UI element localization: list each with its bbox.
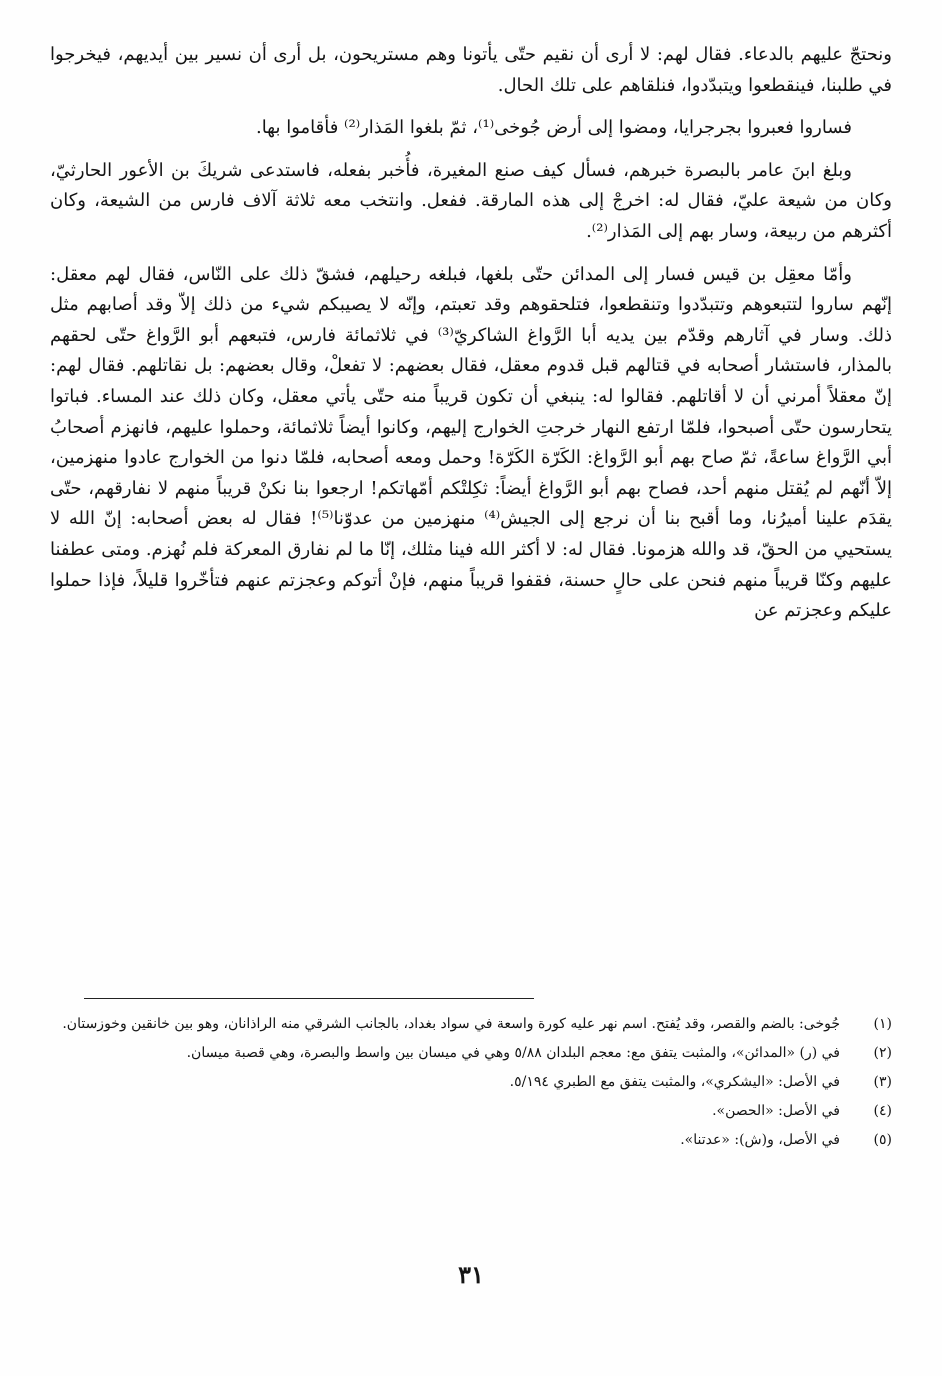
paragraph-2: فساروا فعبروا بجرجرايا، ومضوا إلى أرض جُوخى⁽¹⁾، ثمّ بلغوا المَذار⁽²⁾ فأقاموا بها. bbox=[255, 117, 852, 139]
paragraph-4: وأمّا معقِل بن قيس فسار إلى المدائن حتّى بلغها، فبلغه رحيلهم، فشقّ ذلك على النّاس، فقال لهم معقل: إنّهم ساروا لتتبعوهم وتتبدّدوا وتنقطعوا، فتلحقوهم وقد تعبتم، وإنّه لا يصيبكم شيء من ذلك إلاّ وقد أصابهم مثل ذلك. وسار في آثارهم وقدّم بين يديه أبا الرَّواغ الشاكريّ⁽³⁾ في ثلاثمائة فارس، فتبعهم أبو الرَّواغ حتّى لحقهم بالمذار، فاستشار أصحابه في قتالهم قبل قدوم معقل، فقال بعضهم: لا تفعلْ، وقال بعضهم: بل نقاتلهم. فقال لهم: إنّ معقلاً أمرني أن لا أقاتلهم. فقالوا له: ينبغي أن تكون قريباً منه حتّى يأتي معقل، وكان ذلك عند المساء. فباتوا يتحارسون حتّى أصبحوا، فلمّا ارتفع النهار خرجتِ الخوارج إليهم، وكانوا أيضاً ثلاثمائة، وحملوا عليهم، فانهزم أصحابُ أبي الرَّواغ ساعةً، ثمّ صاح بهم أبو الرَّواغ: الكَرّة الكَرّة! وحمل ومعه أصحابه، فلمّا دنوا من الخوارج عادوا منهزمين، إلاّ أنّهم لم يُقتل منهم أحد، فصاح بهم أبو الرَّواغ أيضاً: ثكِلتْكم أمّهاتكم! ارجعوا بنا نكنْ قريباً منهم لا نفارقهم، حتّى يقدَم علينا أميرُنا، وما أقبح بنا أن نرجع إلى الجيش⁽⁴⁾ منهزمين من عدوّنا⁽⁵⁾! فقال له بعض أصحابه: إنّ الله لا يستحيي من الحقّ، قد والله هزمونا. فقال له: لا أكثر الله فينا مثلك، إنّا ما لم نفارق المعركة فلم نُهزم. ومتى عطفنا عليهم وكنّا قريباً منهم فنحن على حالٍ حسنة، فقفوا قريباً منهم، فإنْ أتوكم وعجزتم عنهم فتأخّروا قليلاً، فإذا حملوا عليكم وعجزتم عن bbox=[50, 263, 893, 622]
footnote-divider bbox=[84, 998, 534, 999]
footnote-1 bbox=[50, 1012, 892, 1036]
footnote-3 bbox=[50, 1070, 892, 1094]
main-text-body bbox=[50, 40, 892, 627]
footnote-number: (٣) bbox=[873, 1074, 892, 1090]
footnotes-section bbox=[50, 1012, 892, 1157]
footnote-text: جُوخى: بالضم والقصر، وقد يُفتح. اسم نهر عليه كورة واسعة في سواد بغداد، بالجانب الشرقي منه الراذانان، وهو بين خانقين وخوزستان. bbox=[62, 1016, 840, 1032]
page-number: ٣١ bbox=[458, 1260, 484, 1289]
paragraph-3: وبلغ ابنَ عامر بالبصرة خبرهم، فسأل كيف صنع المغيرة، فأُخبر بفعله، فاستدعى شريكَ بن الأعور الحارثيّ، وكان من شيعة عليّ، فقال له: اخرجْ إلى هذه المارقة. ففعل. وانتخب معه ثلاثة آلاف فارس من الشيعة، وكان أكثرهم من ربيعة، وسار بهم إلى المَذار⁽²⁾. bbox=[50, 159, 892, 242]
footnote-2 bbox=[50, 1041, 892, 1065]
footnote-text: في الأصل: «اليشكري»، والمثبت يتفق مع الطبري ٥/١٩٤. bbox=[509, 1074, 840, 1090]
footnote-text: في (ر) «المدائن»، والمثبت يتفق مع: معجم البلدان ٥/٨٨ وهي في ميسان بين واسط والبصرة، وهي قصبة ميسان. bbox=[186, 1045, 840, 1061]
footnote-text: في الأصل، و(ش): «عدتنا». bbox=[680, 1132, 840, 1148]
footnote-text: في الأصل: «الحصن». bbox=[712, 1103, 840, 1119]
footnote-5 bbox=[50, 1128, 892, 1152]
footnote-number: (٥) bbox=[873, 1132, 892, 1148]
footnote-number: (٢) bbox=[873, 1045, 892, 1061]
footnote-number: (٤) bbox=[873, 1103, 892, 1119]
footnote-number: (١) bbox=[873, 1016, 892, 1032]
footnote-4 bbox=[50, 1099, 892, 1123]
paragraph-1: ونحتجّ عليهم بالدعاء. فقال لهم: لا أرى أن نقيم حتّى يأتونا وهم مستريحون، بل أرى أن نسير بين أيديهم، فيخرجوا في طلبنا، فينقطعوا ويتبدّدوا، فنلقاهم على تلك الحال. bbox=[50, 44, 893, 96]
